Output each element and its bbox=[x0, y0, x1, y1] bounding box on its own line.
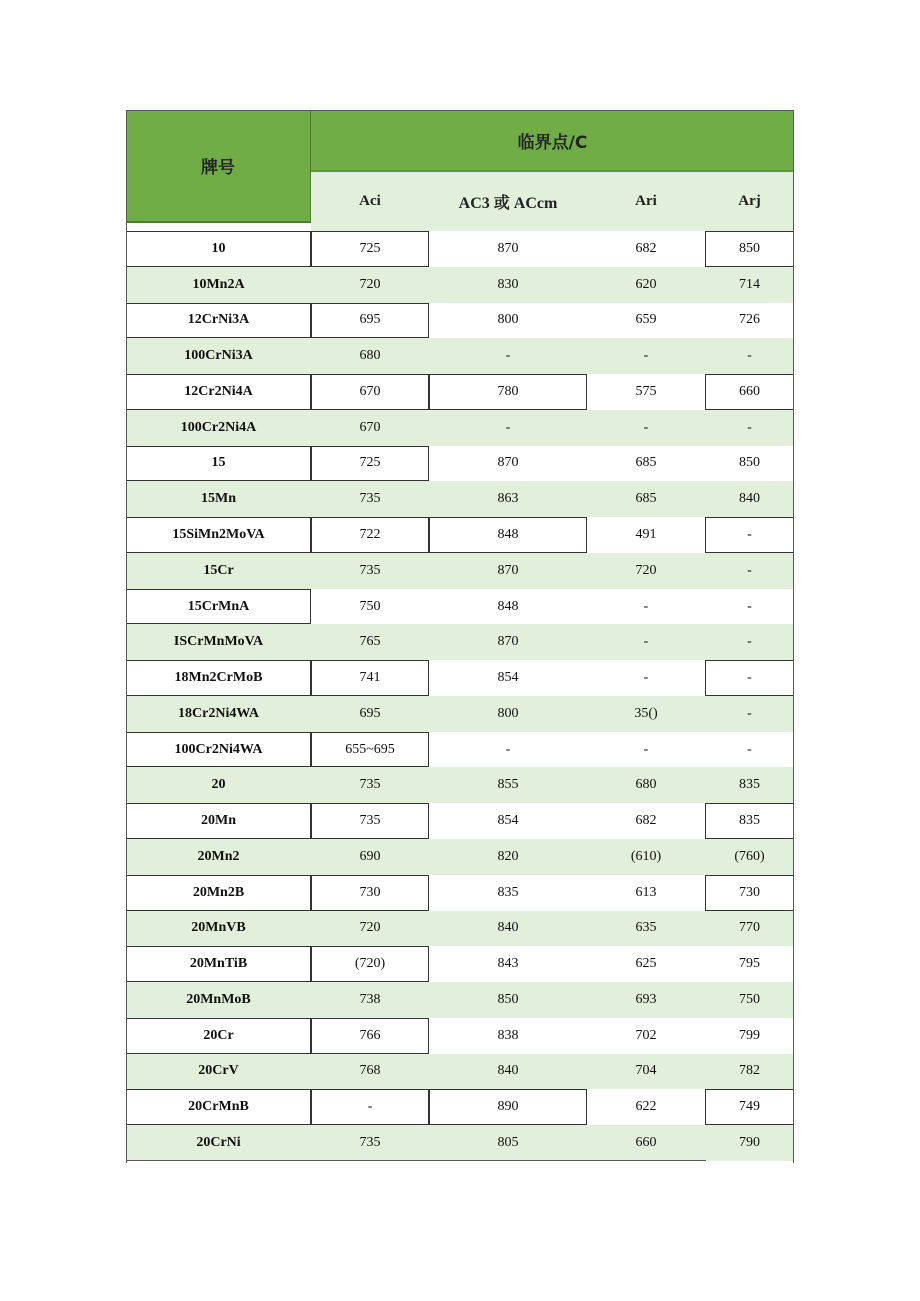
ari-cell: 702 bbox=[635, 1027, 657, 1043]
arj-cell: 782 bbox=[739, 1063, 760, 1079]
ari-cell: 613 bbox=[635, 884, 657, 900]
column-header-ari: Ari bbox=[587, 172, 705, 231]
arj-cell: 795 bbox=[739, 956, 760, 972]
ari-cell: 575 bbox=[635, 383, 657, 399]
aci-cell: 766 bbox=[311, 1018, 429, 1054]
table-row bbox=[126, 481, 794, 517]
table-row bbox=[126, 517, 794, 553]
table-row bbox=[126, 446, 794, 482]
ari-cell: (610) bbox=[630, 848, 662, 864]
brand-cell: 15Mn bbox=[201, 491, 236, 507]
arj-cell: - bbox=[747, 562, 752, 578]
brand-cell: 12Cr2Ni4A bbox=[126, 374, 311, 410]
ac3-accm-cell: 870 bbox=[497, 634, 519, 650]
arj-cell: 850 bbox=[705, 231, 794, 267]
table-body bbox=[126, 231, 794, 1161]
ac3-accm-cell: 830 bbox=[497, 276, 519, 292]
ari-cell: 625 bbox=[635, 956, 657, 972]
ari-cell: - bbox=[643, 419, 649, 435]
table-row bbox=[126, 1018, 794, 1054]
aci-cell: 725 bbox=[311, 446, 429, 482]
brand-cell: 20MnTiB bbox=[126, 946, 311, 982]
ac3-accm-cell: 855 bbox=[497, 777, 519, 793]
ac3-accm-cell: - bbox=[505, 419, 511, 435]
brand-cell: 15CrMnA bbox=[126, 589, 311, 625]
ari-cell: 720 bbox=[635, 562, 657, 578]
brand-cell: 15 bbox=[126, 446, 311, 482]
table-row bbox=[126, 1089, 794, 1125]
table-row bbox=[126, 589, 794, 625]
ari-cell: - bbox=[643, 348, 649, 364]
arj-cell: - bbox=[705, 660, 794, 696]
arj-cell: 749 bbox=[705, 1089, 794, 1125]
ac3-accm-cell: 854 bbox=[497, 670, 519, 686]
ac3-accm-cell: - bbox=[505, 348, 511, 364]
ac3-accm-cell: 835 bbox=[497, 884, 519, 900]
ac3-accm-cell: 870 bbox=[497, 562, 519, 578]
table-row bbox=[126, 374, 794, 410]
ari-cell: 659 bbox=[635, 312, 657, 328]
brand-cell: 20 bbox=[211, 777, 226, 793]
table-row bbox=[126, 732, 794, 768]
table-row bbox=[126, 767, 794, 803]
brand-cell: 15SiMn2MoVA bbox=[126, 517, 311, 553]
column-header-aci: Aci bbox=[311, 172, 429, 231]
ac3-accm-cell: 843 bbox=[497, 956, 519, 972]
brand-cell: 10Mn2A bbox=[192, 276, 245, 292]
table-row bbox=[126, 624, 794, 660]
column-header-arj: Arj bbox=[705, 172, 794, 231]
brand-cell: 100CrNi3A bbox=[184, 348, 253, 364]
ac3-accm-cell: 820 bbox=[497, 848, 519, 864]
brand-cell: 20MnMoB bbox=[186, 991, 251, 1007]
brand-cell: 20Cr bbox=[126, 1018, 311, 1054]
ac3-accm-cell: 800 bbox=[497, 705, 519, 721]
ac3-accm-cell: 870 bbox=[497, 455, 519, 471]
brand-cell: 12CrNi3A bbox=[126, 303, 311, 339]
ac3-accm-cell: 800 bbox=[497, 312, 519, 328]
brand-cell: 20Mn2B bbox=[126, 875, 311, 911]
arj-cell: - bbox=[747, 741, 752, 757]
ac3-accm-cell: 780 bbox=[429, 374, 587, 410]
aci-cell: - bbox=[311, 1089, 429, 1125]
table-row bbox=[126, 946, 794, 982]
aci-cell: 670 bbox=[359, 419, 381, 435]
brand-cell: 20Mn bbox=[126, 803, 311, 839]
aci-cell: 750 bbox=[359, 598, 381, 614]
aci-cell: 670 bbox=[311, 374, 429, 410]
table-row bbox=[126, 303, 794, 339]
table-row bbox=[126, 338, 794, 374]
aci-cell: 730 bbox=[311, 875, 429, 911]
table-row bbox=[126, 911, 794, 947]
aci-cell: 720 bbox=[359, 920, 381, 936]
aci-cell: 720 bbox=[359, 276, 381, 292]
table-row bbox=[126, 982, 794, 1018]
ac3-accm-cell: 840 bbox=[497, 1063, 519, 1079]
table-row bbox=[126, 803, 794, 839]
aci-cell: 735 bbox=[311, 803, 429, 839]
ari-cell: 622 bbox=[635, 1099, 657, 1115]
aci-cell: 765 bbox=[359, 634, 381, 650]
table-row bbox=[126, 231, 794, 267]
ari-cell: 704 bbox=[635, 1063, 657, 1079]
brand-cell: 20Mn2 bbox=[197, 848, 240, 864]
table-row bbox=[126, 660, 794, 696]
ac3-accm-cell: 848 bbox=[497, 598, 519, 614]
aci-cell: 680 bbox=[359, 348, 381, 364]
arj-cell: 730 bbox=[705, 875, 794, 911]
arj-cell: 799 bbox=[739, 1027, 760, 1043]
brand-cell: 18Cr2Ni4WA bbox=[178, 705, 259, 721]
arj-cell: 840 bbox=[739, 491, 760, 507]
aci-cell: 735 bbox=[359, 562, 381, 578]
brand-cell: 20MnVB bbox=[191, 920, 246, 936]
arj-cell: 835 bbox=[705, 803, 794, 839]
brand-cell: 10 bbox=[126, 231, 311, 267]
ac3-accm-cell: 863 bbox=[497, 491, 519, 507]
arj-cell: - bbox=[747, 348, 752, 364]
brand-cell: 20CrMnB bbox=[126, 1089, 311, 1125]
table-row bbox=[126, 1125, 794, 1161]
aci-cell: 725 bbox=[311, 231, 429, 267]
aci-cell: 735 bbox=[359, 777, 381, 793]
ari-cell: 635 bbox=[635, 920, 657, 936]
arj-cell: 714 bbox=[739, 276, 760, 292]
ari-cell: - bbox=[643, 741, 649, 757]
aci-cell: 768 bbox=[359, 1063, 381, 1079]
arj-cell: - bbox=[747, 705, 752, 721]
ari-cell: 680 bbox=[635, 777, 657, 793]
brand-cell: 15Cr bbox=[203, 562, 234, 578]
ac3-accm-cell: 805 bbox=[497, 1135, 519, 1151]
ari-cell: 682 bbox=[635, 240, 657, 256]
aci-cell: 695 bbox=[359, 705, 381, 721]
aci-cell: 690 bbox=[359, 848, 381, 864]
table-row bbox=[126, 553, 794, 589]
table-header bbox=[126, 110, 794, 231]
arj-cell: 835 bbox=[739, 777, 760, 793]
arj-cell: - bbox=[747, 419, 752, 435]
brand-cell: 100Cr2Ni4A bbox=[180, 419, 257, 435]
ac3-accm-cell: 890 bbox=[429, 1089, 587, 1125]
aci-cell: 722 bbox=[311, 517, 429, 553]
ari-cell: 682 bbox=[635, 813, 657, 829]
table-row bbox=[126, 267, 794, 303]
aci-cell: (720) bbox=[311, 946, 429, 982]
ari-cell: 685 bbox=[635, 491, 657, 507]
arj-cell: (760) bbox=[734, 848, 765, 864]
ac3-accm-cell: 848 bbox=[429, 517, 587, 553]
aci-cell: 738 bbox=[359, 991, 381, 1007]
brand-cell: 20CrNi bbox=[196, 1135, 241, 1151]
ari-cell: 685 bbox=[635, 455, 657, 471]
table-bottom-rule bbox=[126, 1160, 706, 1161]
table-row bbox=[126, 410, 794, 446]
brand-cell: 18Mn2CrMoB bbox=[126, 660, 311, 696]
arj-cell: - bbox=[747, 634, 752, 650]
arj-cell: - bbox=[747, 598, 752, 614]
table-row bbox=[126, 1054, 794, 1090]
column-header-ac3-accm: AC3 或 ACcm bbox=[429, 172, 587, 231]
ari-cell: 660 bbox=[635, 1135, 657, 1151]
aci-cell: 741 bbox=[311, 660, 429, 696]
arj-cell: 850 bbox=[739, 455, 760, 471]
ari-cell: 620 bbox=[635, 276, 657, 292]
ari-cell: - bbox=[643, 670, 649, 686]
ari-cell: 693 bbox=[635, 991, 657, 1007]
arj-cell: 660 bbox=[705, 374, 794, 410]
brand-cell: 20CrV bbox=[198, 1063, 239, 1079]
critical-point-table bbox=[126, 110, 794, 1161]
aci-cell: 695 bbox=[311, 303, 429, 339]
table-row bbox=[126, 875, 794, 911]
ac3-accm-cell: - bbox=[505, 741, 511, 757]
ari-cell: - bbox=[643, 634, 649, 650]
ac3-accm-cell: 854 bbox=[497, 813, 519, 829]
ac3-accm-cell: 840 bbox=[497, 920, 519, 936]
table-row bbox=[126, 696, 794, 732]
table-row bbox=[126, 839, 794, 875]
arj-cell: - bbox=[705, 517, 794, 553]
ari-cell: - bbox=[643, 598, 649, 614]
brand-cell: 100Cr2Ni4WA bbox=[126, 732, 311, 768]
aci-cell: 735 bbox=[359, 1135, 381, 1151]
ac3-accm-cell: 850 bbox=[497, 991, 519, 1007]
arj-cell: 790 bbox=[739, 1135, 760, 1151]
ac3-accm-cell: 838 bbox=[497, 1027, 519, 1043]
arj-cell: 726 bbox=[739, 312, 760, 328]
brand-cell: ISCrMnMoVA bbox=[173, 634, 264, 650]
ari-cell: 491 bbox=[635, 527, 657, 542]
ac3-accm-cell: 870 bbox=[497, 240, 519, 256]
critical-point-header: 临界点/C bbox=[311, 110, 794, 172]
aci-cell: 655~695 bbox=[311, 732, 429, 768]
arj-cell: 750 bbox=[739, 991, 760, 1007]
ari-cell: 35() bbox=[634, 705, 658, 721]
aci-cell: 735 bbox=[359, 491, 381, 507]
brand-header: 牌号 bbox=[126, 110, 311, 223]
arj-cell: 770 bbox=[739, 920, 760, 936]
